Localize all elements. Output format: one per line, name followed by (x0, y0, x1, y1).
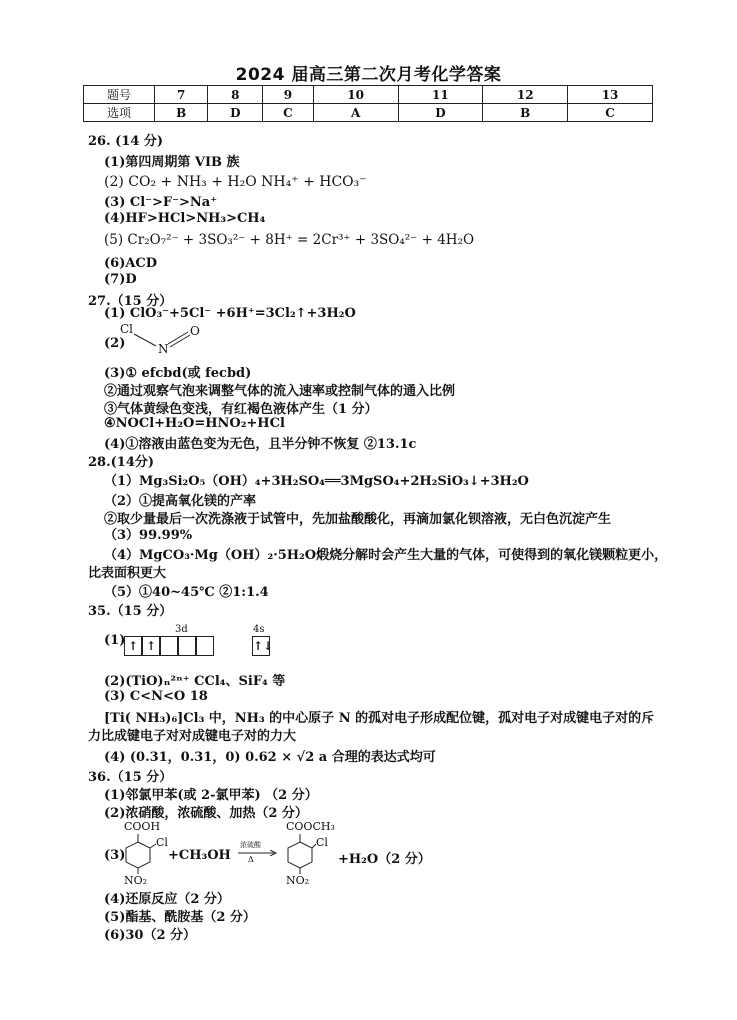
orbital-box: ↑ (142, 636, 160, 656)
ester-group: COOCH₃ (286, 820, 335, 833)
answer-table (83, 85, 653, 122)
benzene-ring (282, 820, 342, 886)
q27-answer-3-1: (3)① efcbd(或 fecbd) (104, 366, 252, 381)
water-product: +H₂O（2 分） (338, 852, 431, 867)
q36-answer-1: (1)邻氯甲苯(或 2-氯甲苯) （2 分） (104, 788, 318, 803)
reaction-condition: 浓硫酸 (240, 841, 261, 849)
q36-answer-3-label: (3) (104, 848, 126, 863)
q35-answer-3: (3) C<N<O 18 (104, 689, 208, 704)
chlorine-atom: Cl (120, 322, 134, 336)
orbital-box: ↑ (124, 636, 142, 656)
table-cell: 12 (483, 86, 568, 104)
orbital-box (196, 636, 214, 656)
q27-heading: 27.（15 分） (88, 294, 173, 309)
orbital-diagram-4s (252, 636, 274, 656)
orbital-3d-label: 3d (175, 624, 188, 635)
no2-group: NO₂ (124, 874, 148, 887)
q28-answer-4-2: 比表面积更大 (88, 566, 167, 581)
table-cell: 8 (208, 86, 263, 104)
q26-answer-2: (2) CO₂ + NH₃ + H₂O NH₄⁺ + HCO₃⁻ (104, 174, 367, 190)
orbital-diagram-3d (124, 636, 214, 656)
table-cell: 9 (263, 86, 314, 104)
q36-answer-4: (4)还原反应（2 分） (104, 892, 230, 907)
table-cell: C (568, 104, 653, 122)
q26-answer-1: (1)第四周期第 VIB 族 (104, 155, 240, 170)
table-cell: D (398, 104, 483, 122)
q35-answer-3-text-1: [Ti( NH₃)₆]Cl₃ 中，NH₃ 的中心原子 N 的孤对电子形成配位键，孤对电子对成键电子对的斥 (104, 711, 655, 726)
reaction-arrow-icon (238, 850, 278, 856)
table-cell: 7 (155, 86, 208, 104)
q26-answer-3: (3) Cl⁻>F⁻>Na⁺ (104, 195, 218, 210)
q27-answer-1: (1) ClO₃⁻+5Cl⁻ +6H⁺=3Cl₂↑+3H₂O (104, 306, 356, 321)
table-cell: B (483, 104, 568, 122)
orbital-box: ↑↓ (252, 636, 270, 656)
q36-answer-2: (2)浓硝酸，浓硫酸、加热（2 分） (104, 806, 308, 821)
table-row (84, 104, 653, 122)
table-cell: 11 (398, 86, 483, 104)
q35-answer-2: (2)(TiO)ₙ²ⁿ⁺ CCl₄、SiF₄ 等 (104, 674, 286, 689)
table-cell: 题号 (84, 86, 155, 104)
orbital-box (160, 636, 178, 656)
q36-answer-5: (5)酯基、酰胺基（2 分） (104, 910, 256, 925)
q36-heading: 36.（15 分） (88, 770, 173, 785)
q26-heading: 26. (14 分) (88, 134, 164, 149)
no2-group: NO₂ (286, 874, 310, 887)
cl-substituent: Cl (316, 836, 328, 849)
nitrogen-atom: N (158, 342, 169, 356)
q26-answer-4: (4)HF>HCl>NH₃>CH₄ (104, 211, 266, 226)
q28-answer-5: （5）①40~45℃ ②1:1.4 (104, 585, 269, 600)
oxygen-atom: O (190, 324, 200, 338)
q28-answer-1: （1）Mg₃Si₂O₅（OH）₄+3H₂SO₄══3MgSO₄+2H₂SiO₃↓+3H₂O (104, 474, 529, 489)
q35-heading: 35.（15 分） (88, 604, 173, 619)
q35-answer-3-text-2: 力比成键电子对对成键电子对的力大 (88, 729, 297, 744)
table-cell: C (263, 104, 314, 122)
q27-answer-3-2: ②通过观察气泡来调整气体的流入速率或控制气体的通入比例 (104, 384, 456, 399)
table-cell: 10 (313, 86, 398, 104)
q26-answer-6: (6)ACD (104, 256, 158, 271)
q27-answer-4: (4)①溶液由蓝色变为无色，且半分钟不恢复 ②13.1c (104, 437, 417, 452)
orbital-box (178, 636, 196, 656)
q35-answer-1-label: (1) (104, 633, 126, 648)
q35-answer-4: (4) (0.31，0.31，0) 0.62 × √2 a 合理的表达式均可 (104, 750, 436, 765)
nocl-bonds (120, 322, 210, 362)
q36-answer-6: (6)30（2 分） (104, 928, 197, 943)
cl-substituent: Cl (156, 836, 168, 849)
table-cell: B (155, 104, 208, 122)
table-row (84, 86, 653, 104)
page-title: 2024 届高三第二次月考化学答案 (235, 65, 502, 85)
q26-answer-5: (5) Cr₂O₇²⁻ + 3SO₃²⁻ + 8H⁺ = 2Cr³⁺ + 3SO₄²⁻ + 4H₂O (104, 232, 475, 248)
cooh-group: COOH (124, 820, 161, 833)
q27-answer-3-4: ④NOCl+H₂O=HNO₂+HCl (104, 416, 285, 431)
q27-answer-2-label: (2) (104, 336, 126, 351)
q28-answer-4-1: （4）MgCO₃·Mg（OH）₂·5H₂O煅烧分解时会产生大量的气体，可使得到的氧化镁颗粒更小， (104, 548, 668, 563)
nocl-structure (120, 322, 210, 362)
table-cell: D (208, 104, 263, 122)
q28-answer-2-1: （2）①提高氧化镁的产率 (104, 494, 257, 509)
methanol-reagent: +CH₃OH (168, 848, 231, 863)
table-cell: A (313, 104, 398, 122)
q27-answer-3-3: ③气体黄绿色变浅，有红褐色液体产生（1 分） (104, 402, 378, 417)
reaction-heat: Δ (248, 855, 254, 864)
orbital-4s-label: 4s (253, 624, 265, 635)
q26-answer-7: (7)D (104, 272, 137, 287)
table-cell: 选项 (84, 104, 155, 122)
table-cell: 13 (568, 86, 653, 104)
q28-answer-2-2: ②取少量最后一次洗涤液于试管中，先加盐酸酸化，再滴加氯化钡溶液，无白色沉淀产生 (104, 512, 612, 527)
q28-heading: 28.(14分) (88, 455, 155, 470)
q28-answer-3: （3）99.99% (104, 528, 193, 543)
